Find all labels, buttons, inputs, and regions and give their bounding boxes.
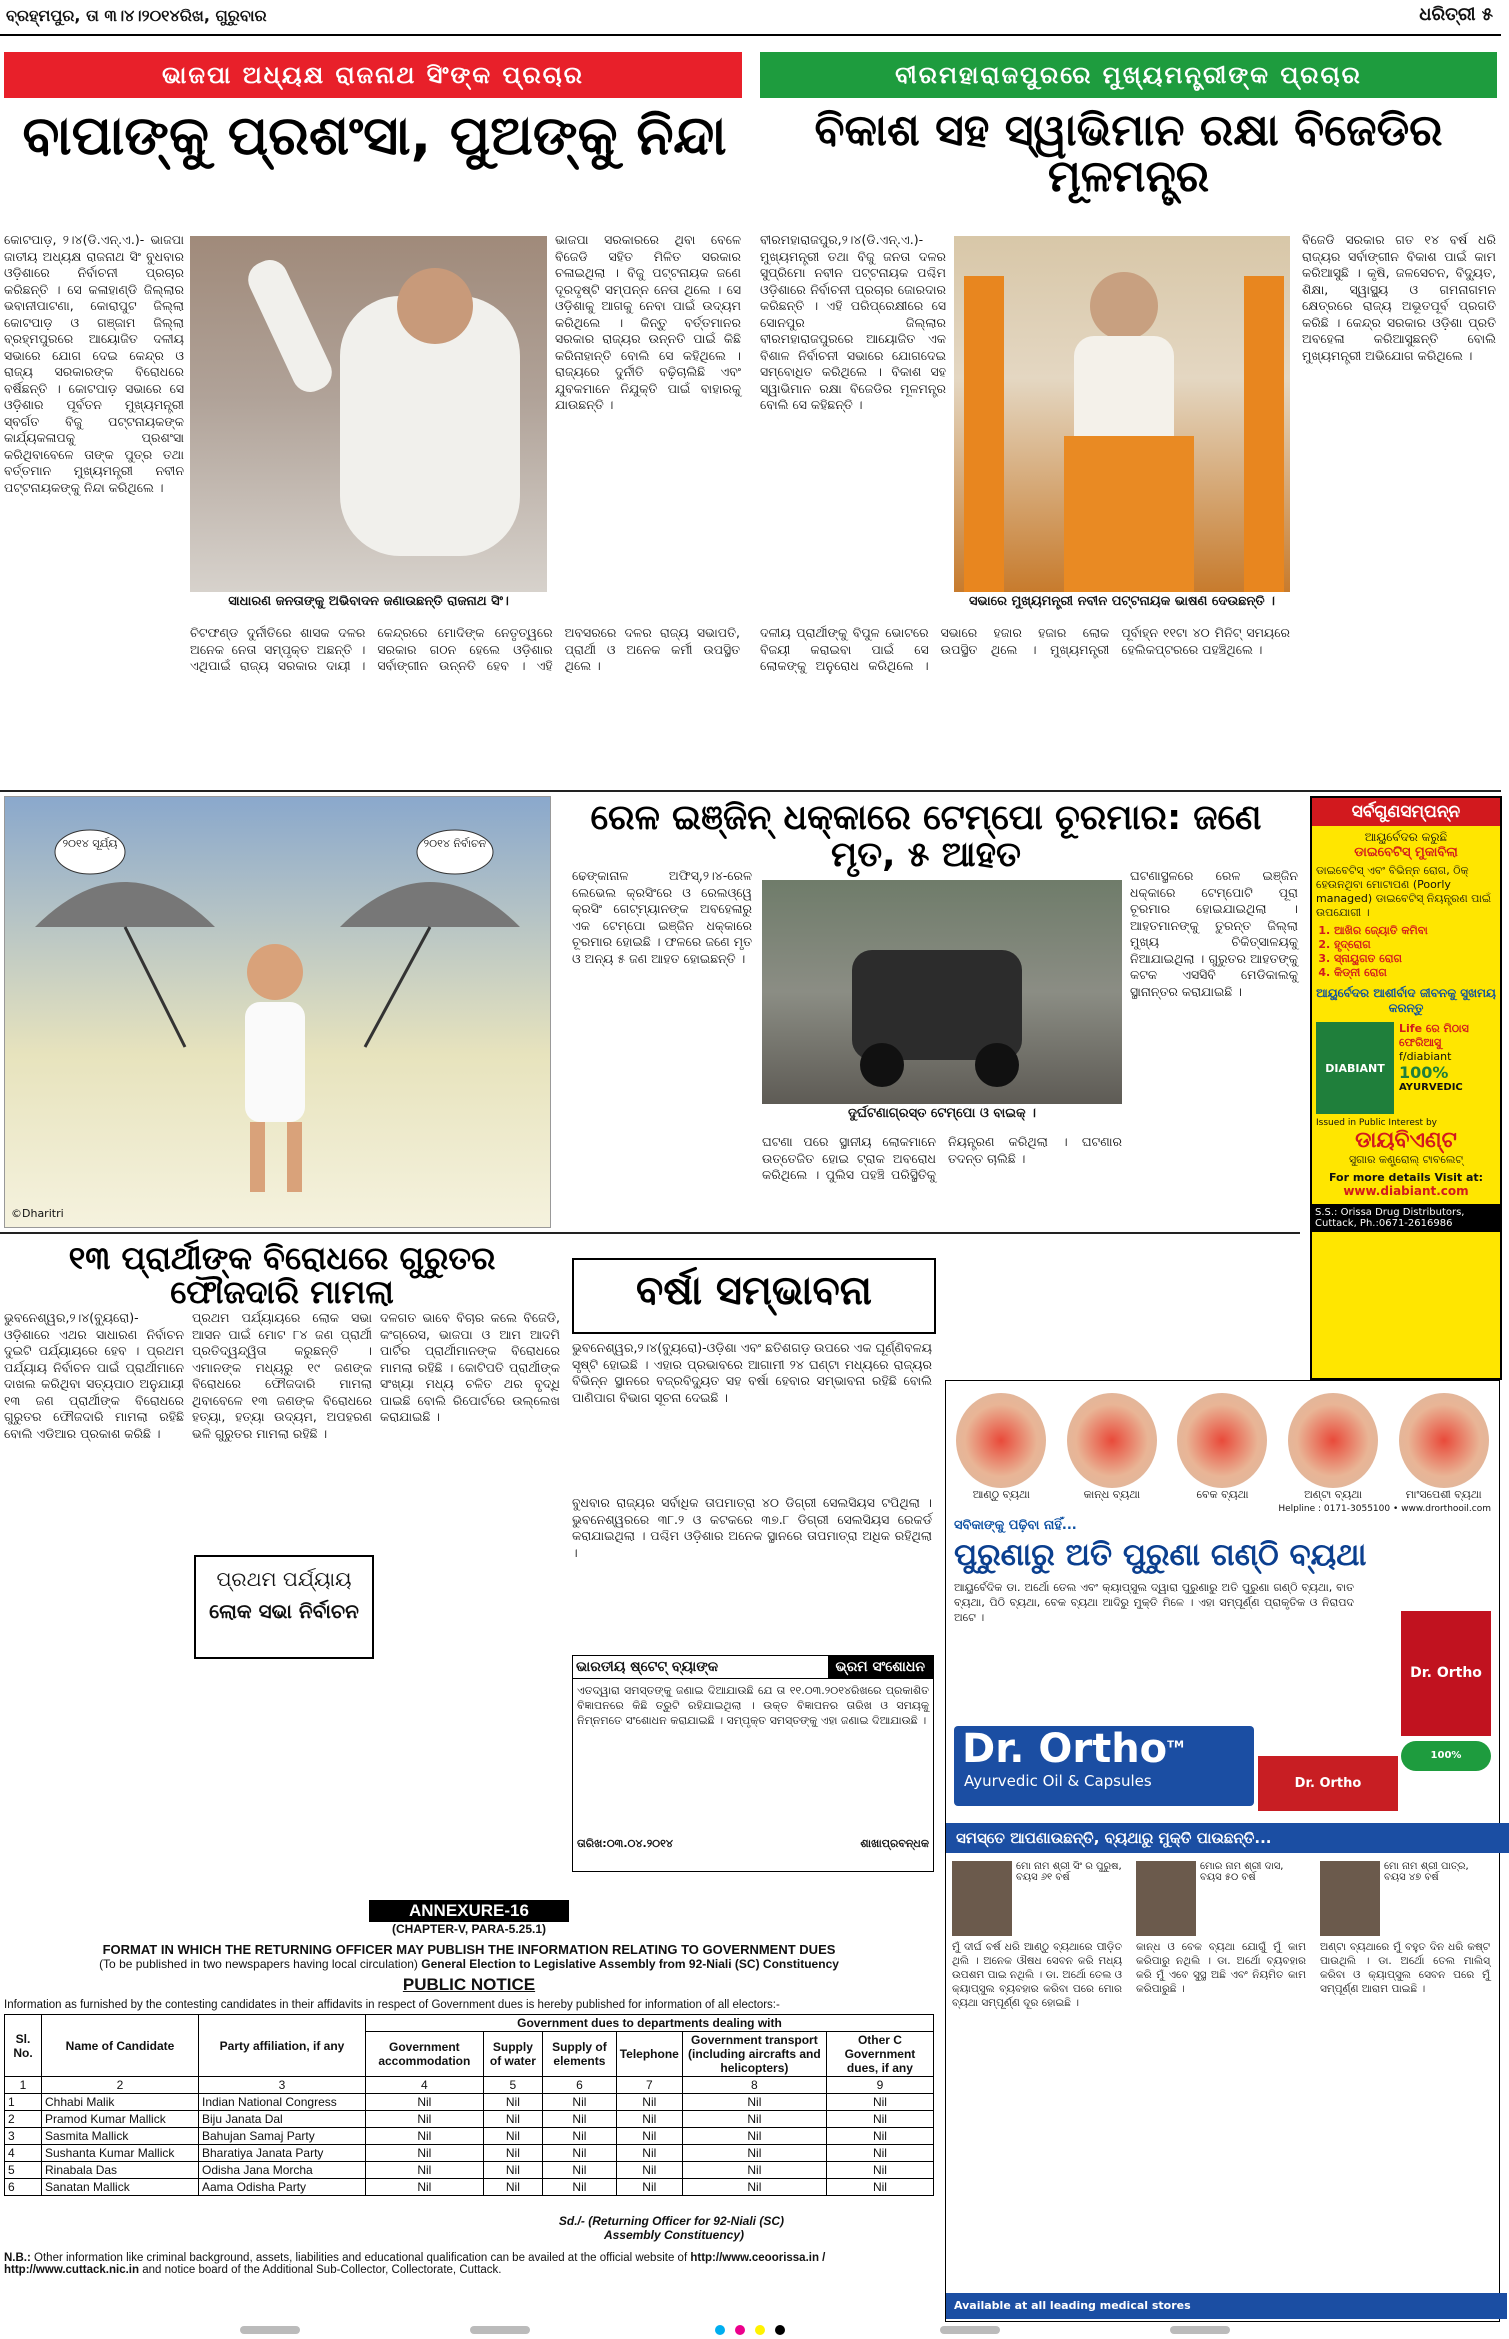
- colnum: 2: [42, 2077, 199, 2094]
- registration-dot: [775, 2325, 785, 2335]
- testimonial: [1320, 1861, 1490, 2261]
- diabiant-list-item: 3. ସ୍ନାୟୁଗତ ରୋଗ: [1334, 952, 1496, 966]
- rajnath-headline: ବାପାଙ୍କୁ ପ୍ରଶଂସା, ପୁଅଙ୍କୁ ନିନ୍ଦା: [22, 104, 727, 167]
- nb-tail: and notice board of the Additional Sub-Collector, Collectorate, Cuttack.: [139, 2264, 502, 2276]
- diabiant-line1: ଆୟୁର୍ବେଦର କରୁଛି: [1364, 830, 1448, 844]
- diabiant-pack: DIABIANT: [1316, 1022, 1394, 1114]
- cell-dues: Nil: [366, 2179, 484, 2196]
- bank-name: ଭାରତୀୟ ଷ୍ଟେଟ୍ ବ୍ୟାଙ୍କ: [576, 1659, 719, 1675]
- testimonial-name: ମୋ ନାମ ଶ୍ରୀ ପାତ୍ର, ବୟସ ୪୭ ବର୍ଷ: [1384, 1861, 1469, 1883]
- cell-dues: Nil: [682, 2111, 826, 2128]
- diabiant-list-item: 2. ହୃଦ୍‌ରୋଗ: [1334, 938, 1496, 952]
- rain-headline: ବର୍ଷା ସମ୍ଭାବନା: [636, 1268, 872, 1314]
- pain-label: ମାଂସପେଶୀ ବ୍ୟଥା: [1405, 1488, 1482, 1501]
- cartoon-panel: [4, 796, 551, 1228]
- testimonial-photo: [952, 1861, 1012, 1936]
- pain-item: [1067, 1393, 1157, 1502]
- diabiant-tagline: ଆୟୁର୍ବେଦର ଆଶୀର୍ବାଦ ଜୀବନକୁ ସୁଖମୟ କରନ୍ତୁ: [1316, 986, 1496, 1015]
- annexure-sign-2: Assembly Constituency): [603, 2228, 744, 2242]
- col-sl: Sl. No.: [5, 2015, 42, 2077]
- ortho-badge: 100% AYURVEDIC: [1401, 1741, 1491, 1771]
- cm-col4: ବିଜେଡି ସରକାର ଗତ ୧୪ ବର୍ଷ ଧରି ରାଜ୍ୟର ସର୍ବାଙ୍ଗୀନ ବିକାଶ ପାଇଁ କାମ କରିଆସୁଛି । କୃଷି, ଜଳସେଚନ, ବିଦ୍ୟୁତ, ଶିକ୍ଷା, ସ୍ୱାସ୍ଥ୍ୟ ଓ ଗମନାଗମନ କ୍ଷେତ୍ରରେ ରାଜ୍ୟ ଅଭୂତପୂର୍ବ ପ୍ରଗତି କରିଛି । କେନ୍ଦ୍ର ସରକାର ଓଡ଼ିଶା ପ୍ରତି ଅବହେଳା କରିଆସୁଛନ୍ତି ବୋଲି ମୁଖ୍ୟମନ୍ତ୍ରୀ ଅଭିଯୋଗ କରିଥିଲେ ।: [1302, 232, 1496, 363]
- colnum: 4: [366, 2077, 484, 2094]
- cell-party: Indian National Congress: [199, 2094, 366, 2111]
- ortho-brand-panel: [954, 1726, 1254, 1806]
- ortho-oil-bottle: Dr. Ortho: [1401, 1611, 1491, 1736]
- cell-sl: 2: [5, 2111, 42, 2128]
- registration-bar: [940, 2326, 1000, 2334]
- ortho-capsule-pack: [1258, 1756, 1398, 1811]
- annexure-sub-a: (To be published in two newspapers having local circulation): [99, 1957, 422, 1971]
- pain-item: [1177, 1393, 1267, 1502]
- colnum: 8: [682, 2077, 826, 2094]
- nb-label: N.B.:: [4, 2252, 31, 2264]
- diabiant-life: Life ରେ ମିଠାସ ଫେରିଆସୁ: [1399, 1022, 1469, 1049]
- cell-dues: Nil: [543, 2162, 617, 2179]
- cell-dues: Nil: [543, 2145, 617, 2162]
- cell-dues: Nil: [366, 2145, 484, 2162]
- annexure-title: ANNEXURE-16: [369, 1900, 569, 1922]
- pain-label: ଅଣ୍ଟା ବ୍ୟଥା: [1304, 1488, 1363, 1501]
- cell-dues: Nil: [366, 2162, 484, 2179]
- criminal-headline: ୧୩ ପ୍ରାର୍ଥୀଙ୍କ ବିରୋଧରେ ଗୁରୁତର ଫୌଜଦାରି ମାମଲା: [68, 1239, 496, 1311]
- cm-col1: ବୀରମହାରାଜପୁର,୨।୪(ଡି.ଏନ୍.ଏ.)- ମୁଖ୍ୟମନ୍ତ୍ରୀ ତଥା ବିଜୁ ଜନତା ଦଳର ସୁପ୍ରିମୋ ନବୀନ ପଟ୍ଟନାୟକ ପଶ୍ଚିମ ଓଡ଼ିଶାରେ ନିର୍ବାଚନୀ ପ୍ରଚାର ଜୋରଦାର କରିଛନ୍ତି । ଏହି ପରିପ୍ରେକ୍ଷୀରେ ସେ ସୋନପୁର ଜିଲ୍ଲାର ବୀରମହାରାଜପୁରରେ ଆୟୋଜିତ ଏକ ବିଶାଳ ନିର୍ବାଚନୀ ସଭାରେ ଯୋଗଦେଇ ସମ୍ବୋଧିତ କରିଥିଲେ । ବିକାଶ ସହ ସ୍ୱାଭିମାନ ରକ୍ଷା ବିଜେଡିର ମୂଳମନ୍ତ୍ର ବୋଲି ସେ କହିଛନ୍ତି ।: [760, 232, 946, 412]
- cell-name: Sushanta Kumar Mallick: [42, 2145, 199, 2162]
- testimonial: [1136, 1861, 1306, 2261]
- colnum: 1: [5, 2077, 42, 2094]
- annexure-sign-1: Sd./- (Returning Officer for 92-Niali (SC): [558, 2214, 784, 2228]
- diabiant-url[interactable]: www.diabiant.com: [1343, 1184, 1469, 1198]
- cell-dues: Nil: [616, 2128, 682, 2145]
- bank-sign: ଶାଖାପ୍ରବନ୍ଧକ: [860, 1837, 929, 1850]
- cell-dues: Nil: [826, 2179, 933, 2196]
- cm-banner: ବୀରମହାରାଜପୁରରେ ମୁଖ୍ୟମନ୍ତ୍ରୀଙ୍କ ପ୍ରଚାର: [760, 52, 1497, 98]
- cell-dues: Nil: [616, 2145, 682, 2162]
- diabiant-brand: ଡାୟବିଏଣ୍ଟ: [1355, 1128, 1457, 1153]
- cell-dues: Nil: [543, 2094, 617, 2111]
- train-col4: ଘଟଣାସ୍ଥଳରେ ରେଳ ଇଞ୍ଜିନ ଧକ୍କାରେ ଟେମ୍ପୋଟି ପୂରା ଚୂରମାର ହୋଇଯାଇଥିଲା । ଆହତମାନଙ୍କୁ ତୁରନ୍ତ ଜିଲ୍ଲା ମୁଖ୍ୟ ଚିକିତ୍ସାଳୟକୁ ନିଆଯାଇଥିଲା । ଗୁରୁତର ଆହତଙ୍କୁ କଟକ ଏସସିବି ମେଡିକାଲକୁ ସ୍ଥାନାନ୍ତର କରାଯାଇଛି ।: [1130, 868, 1298, 999]
- row-divider: [0, 1232, 1300, 1234]
- phase-box: [194, 1555, 374, 1659]
- registration-bar: [240, 2326, 300, 2334]
- cell-dues: Nil: [826, 2145, 933, 2162]
- cell-sl: 6: [5, 2179, 42, 2196]
- diabiant-list-item: 4. କିଡ୍‌ନୀ ରୋଗ: [1334, 966, 1496, 980]
- col-elements: Supply of elements: [543, 2032, 617, 2077]
- cell-dues: Nil: [682, 2094, 826, 2111]
- rajnath-figure-icon: [190, 236, 547, 592]
- cell-dues: Nil: [483, 2162, 542, 2179]
- cell-dues: Nil: [826, 2162, 933, 2179]
- diabiant-ayur: AYURVEDIC: [1399, 1082, 1463, 1093]
- cm-headline: ବିକାଶ ସହ ସ୍ୱାଭିମାନ ରକ୍ଷା ବିଜେଡିର ମୂଳମନ୍ତ୍ର: [814, 105, 1443, 203]
- cell-dues: Nil: [543, 2111, 617, 2128]
- cell-dues: Nil: [682, 2128, 826, 2145]
- cell-dues: Nil: [483, 2179, 542, 2196]
- pain-item: [956, 1393, 1046, 1502]
- cell-sl: 4: [5, 2145, 42, 2162]
- bank-box-title: ଭ୍ରମ ସଂଶୋଧନ: [828, 1656, 933, 1678]
- cell-name: Sanatan Mallick: [42, 2179, 199, 2196]
- bank-notice: [572, 1655, 934, 1872]
- table-row: [5, 2145, 934, 2162]
- phase-box-line1: ପ୍ରଥମ ପର୍ଯ୍ୟାୟ: [216, 1567, 352, 1591]
- umbrella-right-label: ୨୦୧୪ ନିର୍ବାଚନ: [423, 837, 487, 850]
- cell-dues: Nil: [616, 2094, 682, 2111]
- col-water: Supply of water: [483, 2032, 542, 2077]
- cell-name: Pramod Kumar Mallick: [42, 2111, 199, 2128]
- dr-ortho-ad[interactable]: [945, 1380, 1500, 2322]
- rajnath-col1: କୋଟପାଡ଼, ୨।୪(ଡି.ଏନ୍.ଏ.)- ଭାଜପା ଜାତୀୟ ଅଧ୍ୟକ୍ଷ ରାଜନାଥ ସିଂ ବୁଧବାର ଓଡ଼ିଶାରେ ନିର୍ବାଚନୀ ପ୍ରଚାର କରିଛନ୍ତି । ସେ କଳାହାଣ୍ଡି ଜିଲ୍ଲାର ଭବାନୀପାଟଣା, କୋରାପୁଟ ଜିଲ୍ଲା କୋଟପାଡ଼ ଓ ଗଞ୍ଜାମ ଜିଲ୍ଲା ବ୍ରହ୍ମପୁରରେ ଆୟୋଜିତ ଦଳୀୟ ସଭାରେ ଯୋଗ ଦେଇ କେନ୍ଦ୍ର ଓ ରାଜ୍ୟ ସରକାରଙ୍କ ବିରୋଧରେ ବର୍ଷିଛନ୍ତି । କୋଟପାଡ଼ ସଭାରେ ସେ ଓଡ଼ିଶାର ପୂର୍ବତନ ମୁଖ୍ୟମନ୍ତ୍ରୀ ସ୍ବର୍ଗତ ବିଜୁ ପଟ୍ଟନାୟକଙ୍କ କାର୍ଯ୍ୟକଳାପକୁ ପ୍ରଶଂସା କରିଥିବାବେଳେ ତାଙ୍କ ପୁତ୍ର ତଥା ବର୍ତ୍ତମାନ ମୁଖ୍ୟମନ୍ତ୍ରୀ ନବୀନ ପଟ୍ଟନାୟକଙ୍କୁ ନିନ୍ଦା କରିଥିଲେ ।: [4, 232, 184, 495]
- cm-bottom-cols: ଦଳୀୟ ପ୍ରାର୍ଥୀଙ୍କୁ ବିପୁଳ ଭୋଟରେ ବିଜୟୀ କରାଇବା ପାଇଁ ସେ ଲୋକଙ୍କୁ ଅନୁରୋଧ କରିଥିଲେ । ସଭାରେ ହଜାର ହଜାର ଲୋକ ଉପସ୍ଥିତ ଥିଲେ । ମୁଖ୍ୟମନ୍ତ୍ରୀ ପୂର୍ବାହ୍ନ ୧୧ଟା ୪୦ ମିନିଟ୍ ସମୟରେ ହେଲିକପ୍ଟରରେ ପହଞ୍ଚିଥିଲେ ।: [760, 625, 1290, 673]
- ortho-body: ଆୟୁର୍ବେଦିକ ଡା. ଅର୍ଥୋ ତେଲ ଏବଂ କ୍ୟାପ୍‌ସୁଲ ଦ୍ୱାରା ପୁରୁଣାରୁ ଅତି ପୁରୁଣା ଗଣ୍ଠି ବ୍ୟଥା, ବାତ ବ୍ୟଥା, ପିଠି ବ୍ୟଥା, ବେକ ବ୍ୟଥା ଆଦିରୁ ମୁକ୍ତି ମିଳେ । ଏହା ସମ୍ପୂର୍ଣ୍ଣ ପ୍ରାକୃତିକ ଓ ନିରାପଦ ଅଟେ ।: [954, 1581, 1354, 1624]
- cell-sl: 1: [5, 2094, 42, 2111]
- cell-party: Bharatiya Janata Party: [199, 2145, 366, 2162]
- ortho-tm: TM: [1167, 1739, 1184, 1751]
- colnum: 5: [483, 2077, 542, 2094]
- wrecked-tempo-icon: [762, 880, 1122, 1104]
- public-notice-title: PUBLIC NOTICE: [402, 1975, 536, 1994]
- testimonial-photo: [1136, 1861, 1196, 1936]
- annexure-notice: [4, 1900, 934, 2310]
- cell-party: Bahujan Samaj Party: [199, 2128, 366, 2145]
- table-row: [5, 2128, 934, 2145]
- cell-dues: Nil: [616, 2179, 682, 2196]
- cell-dues: Nil: [616, 2111, 682, 2128]
- date-line: ବ୍ରହ୍ମପୁର, ତା ୩।୪।୨୦୧୪ରିଖ, ଗୁରୁବାର: [6, 6, 267, 25]
- colnum: 9: [826, 2077, 933, 2094]
- bank-date: ତାରିଖ:୦୩.୦୪.୨୦୧୪: [577, 1837, 673, 1850]
- cell-dues: Nil: [543, 2128, 617, 2145]
- annexure-info: Information as furnished by the contesting candidates in their affidavits in respect of Government dues is hereby published for information of all electors:-: [4, 1999, 780, 2011]
- cell-dues: Nil: [682, 2162, 826, 2179]
- facebook-handle[interactable]: f/diabiant: [1399, 1050, 1452, 1063]
- table-row: [5, 2094, 934, 2111]
- cell-dues: Nil: [682, 2145, 826, 2162]
- ortho-helpline[interactable]: Helpline : 0171-3055100 • www.drorthooil.com: [1278, 1504, 1491, 1514]
- testimonial-text: ଅଣ୍ଟା ବ୍ୟଥାରେ ମୁଁ ବହୁତ ଦିନ ଧରି କଷ୍ଟ ପାଉଥିଲି । ଡା. ଅର୍ଥୋ ତେଲ ମାଲିସ୍ କରିବା ଓ କ୍ୟାପ୍‌ସୁଲ ସେବନ ପରେ ମୁଁ ସମ୍ପୂର୍ଣ୍ଣ ଆରାମ ପାଇଛି ।: [1320, 1941, 1490, 1995]
- registration-dot: [715, 2325, 725, 2335]
- registration-dot: [735, 2325, 745, 2335]
- column-number-row: [5, 2077, 934, 2094]
- umbrella-cartoon-icon: [5, 797, 550, 1227]
- page-number: ଧରିତ୍ରୀ ୫: [1419, 4, 1493, 25]
- registration-bar: [1170, 2326, 1230, 2334]
- table-row: [5, 2162, 934, 2179]
- rajnath-banner: ଭାଜପା ଅଧ୍ୟକ୍ଷ ରାଜନାଥ ସିଂଙ୍କ ପ୍ରଚାର: [4, 52, 742, 98]
- annexure-sub-b: General Election to Legislative Assembly from 92-Niali (SC) Constituency: [421, 1957, 839, 1971]
- bank-body: ଏତଦ୍ୱାରା ସମସ୍ତଙ୍କୁ ଜଣାଇ ଦିଆଯାଉଛି ଯେ ତା ୧୧.୦୩.୨୦୧୪ରିଖରେ ପ୍ରକାଶିତ ବିଜ୍ଞାପନରେ କିଛି ତ୍ରୁଟି ରହିଯାଇଥିଲା । ଉକ୍ତ ବିଜ୍ଞାପନର ତାରିଖ ଓ ସମୟକୁ ନିମ୍ନମତେ ସଂଶୋଧନ କରାଯାଇଛି । ସମ୍ପୃକ୍ତ ସମସ୍ତଙ୍କୁ ଏହା ଜଣାଇ ଦିଆଯାଉଛି ।: [577, 1684, 929, 1727]
- testimonial-photo: [1320, 1861, 1380, 1936]
- train-col1: ଢେଙ୍କାନାଳ ଅଫିସ୍,୨।୪-ରେଳ ଲେଭେଲ କ୍ରସିଂରେ ଓ ରେଲଓ୍ୱେ କ୍ରସିଂ ଗେଟ୍‌ମ୍ୟାନଙ୍କ ଅବହେଳାରୁ ଏକ ଟେମ୍ପୋ ଇଞ୍ଜିନ ଧକ୍କାରେ ଚୂରମାର ହୋଇଛି । ଫଳରେ ଜଣେ ମୃତ ଓ ଅନ୍ୟ ୫ ଜଣ ଆହତ ହୋଇଛନ୍ତି ।: [572, 868, 752, 966]
- table-row: [5, 2111, 934, 2128]
- ortho-tagline: ସମସ୍ତେ ଆପଣାଉଛନ୍ତି, ବ୍ୟଥାରୁ ମୁକ୍ତି ପାଉଛନ୍ତି...: [946, 1823, 1509, 1853]
- rajnath-photo: [190, 236, 547, 592]
- podium-icon: [954, 236, 1290, 592]
- cell-dues: Nil: [483, 2111, 542, 2128]
- annexure-format: FORMAT IN WHICH THE RETURNING OFFICER MAY PUBLISH THE INFORMATION RELATING TO GOVERNMENT DUES: [102, 1942, 836, 1957]
- diabiant-body: ଡାଇବେଟିସ୍ ଏବଂ ବିଭିନ୍ନ ରୋଗ, ଠିକ୍ ହେଉନଥିବା ମୋଟାପଣ (Poorly managed) ଡାଇବେଟିସ୍ ନିୟନ୍ତ୍ରଣ ପାଇଁ ଉପଯୋଗୀ ।: [1316, 864, 1492, 919]
- ortho-sub: Ayurvedic Oil & Capsules: [964, 1772, 1152, 1790]
- col-transport: Government transport (including aircrafts and helicopters): [682, 2032, 826, 2077]
- rajnath-bottom-cols: ଚିଟଫଣ୍ଡ ଦୁର୍ନୀତିରେ ଶାସକ ଦଳର ଅନେକ ନେତା ସମ୍ପୃକ୍ତ ଅଛନ୍ତି । ଏଥିପାଇଁ ରାଜ୍ୟ ସରକାର ଦାୟୀ । କେନ୍ଦ୍ରରେ ମୋଦିଙ୍କ ନେତୃତ୍ୱରେ ସରକାର ଗଠନ ହେଲେ ଓଡ଼ିଶାର ସର୍ବାଙ୍ଗୀନ ଉନ୍ନତି ହେବ । ଏହି ଅବସରରେ ଦଳର ରାଜ୍ୟ ସଭାପତି, ପ୍ରାର୍ଥୀ ଓ ଅନେକ କର୍ମୀ ଉପସ୍ଥିତ ଥିଲେ ।: [190, 625, 740, 673]
- pain-label: ଆଣ୍ଠୁ ବ୍ୟଥା: [972, 1488, 1030, 1501]
- ortho-stores: Available at all leading medical stores: [946, 2293, 1507, 2319]
- diabiant-dist-address: Cuttack, Ph.:0671-2616986: [1315, 1218, 1453, 1229]
- rain-col1: ଭୁବନେଶ୍ୱର,୨।୪(ବ୍ୟୁରୋ)-ଓଡ଼ିଶା ଏବଂ ଛତିଶଗଡ଼ ଉପରେ ଏକ ଘୂର୍ଣ୍ଣିବଳୟ ସୃଷ୍ଟି ହୋଇଛି । ଏହାର ପ୍ରଭାବରେ ଆଗାମୀ ୨୪ ଘଣ୍ଟା ମଧ୍ୟରେ ରାଜ୍ୟର ବିଭିନ୍ନ ସ୍ଥାନରେ ବଜ୍ରବିଦ୍ୟୁତ ସହ ବର୍ଷା ହେବାର ସମ୍ଭାବନା ରହିଛି ବୋଲି ପାଣିପାଗ ବିଭାଗ ସୂଚନା ଦେଇଛି ।: [572, 1340, 932, 1405]
- phase-box-line2: ଲୋକ ସଭା ନିର୍ବାଚନ: [209, 1599, 359, 1623]
- nb-links[interactable]: http://www.ceoorissa.in / http://www.cuttack.nic.in: [4, 2252, 826, 2276]
- cell-dues: Nil: [366, 2128, 484, 2145]
- cell-name: Sasmita Mallick: [42, 2128, 199, 2145]
- diabiant-line2: ଡାଇବେଟିସ୍ ମୁକାବିଲା: [1354, 845, 1458, 860]
- diabiant-percent: 100%: [1399, 1063, 1449, 1082]
- train-headline: ରେଳ ଇଞ୍ଜିନ୍ ଧକ୍କାରେ ଟେମ୍ପୋ ଚୂରମାର: ଜଣେ ମୃତ, ୫ ଆହତ: [590, 798, 1262, 875]
- col-other: Other C Government dues, if any: [826, 2032, 933, 2077]
- cartoon-credit: ©Dharitri: [11, 1207, 64, 1220]
- col-dues-group: Government dues to departments dealing with: [366, 2015, 934, 2032]
- table-row: [5, 2179, 934, 2196]
- dues-table: [4, 2014, 934, 2196]
- cell-dues: Nil: [483, 2094, 542, 2111]
- cell-dues: Nil: [826, 2111, 933, 2128]
- colnum: 3: [199, 2077, 366, 2094]
- ortho-brand: Dr. Ortho: [962, 1726, 1168, 1772]
- criminal-col2: ପ୍ରଥମ ପର୍ଯ୍ୟାୟରେ ଲୋକ ସଭା ଆସନ ପାଇଁ ମୋଟ ୮୪ ଜଣ ପ୍ରାର୍ଥୀ ପ୍ରତିଦ୍ୱନ୍ଦ୍ୱିତା କରୁଛନ୍ତି । ଏମାନଙ୍କ ମଧ୍ୟରୁ ୧୯ ଜଣଙ୍କ ବିରୋଧରେ ଫୌଜଦାରି ମାମଲା ଥିବାବେଳେ ୧୩ ଜଣଙ୍କ ବିରୋଧରେ ହତ୍ୟା, ହତ୍ୟା ଉଦ୍ୟମ, ଅପହରଣ ଭଳି ଗୁରୁତର ମାମଲା ରହିଛି ।: [192, 1310, 372, 1441]
- pain-label: କାନ୍ଧ ବ୍ୟଥା: [1083, 1488, 1141, 1501]
- cell-dues: Nil: [483, 2145, 542, 2162]
- rajnath-photo-caption: ସାଧାରଣ ଜନତାଙ୍କୁ ଅଭିବାଦନ ଜଣାଉଛନ୍ତି ରାଜନାଥ ସିଂ।: [228, 594, 509, 609]
- cell-dues: Nil: [366, 2094, 484, 2111]
- diabiant-list-item: 1. ଆଖିର ଜ୍ୟୋତି କମିବା: [1334, 924, 1496, 938]
- pain-item: [1288, 1393, 1378, 1502]
- rain-headline-box: [572, 1258, 936, 1334]
- train-bottom-cols: ଘଟଣା ପରେ ସ୍ଥାନୀୟ ଲୋକମାନେ ଉତ୍ତେଜିତ ହୋଇ ଟ୍ରାକ ଅବରୋଧ କରିଥିଲେ । ପୁଲିସ ପହଞ୍ଚି ପରିସ୍ଥିତିକୁ ନିୟନ୍ତ୍ରଣ କରିଥିଲା । ଘଟଣାର ତଦନ୍ତ ଚାଲିଛି ।: [762, 1134, 1122, 1182]
- diabiant-issued: Issued in Public Interest by: [1316, 1118, 1437, 1128]
- rain-col2: ବୁଧବାର ରାଜ୍ୟର ସର୍ବାଧିକ ତାପମାତ୍ରା ୪୦ ଡିଗ୍ରୀ ସେଲସିୟସ ଟପିଥିଲା । ଭୁବନେଶ୍ୱରରେ ୩୮.୨ ଓ କଟକରେ ୩୭.୮ ଡିଗ୍ରୀ ସେଲସିୟସ ରେକର୍ଡ କରାଯାଇଥିଲା । ପଶ୍ଚିମ ଓଡ଼ିଶାର ଅନେକ ସ୍ଥାନରେ ତାପମାତ୍ରା ଅଧିକ ରହିଥିଲା ।: [572, 1495, 932, 1560]
- cell-name: Rinabala Das: [42, 2162, 199, 2179]
- row-divider: [0, 790, 1501, 792]
- rajnath-col3: ଭାଜପା ସରକାରରେ ଥିବା ବେଳେ ବିଜେଡି ସହିତ ମିଳିତ ସରକାର ଚଳାଇଥିଲା । ବିଜୁ ପଟ୍ଟନାୟକ ଜଣେ ଦୂରଦୃଷ୍ଟି ସମ୍ପନ୍ନ ନେତା ଥିଲେ । ସେ ଓଡ଼ିଶାକୁ ଆଗକୁ ନେବା ପାଇଁ ଉଦ୍ୟମ କରିଥିଲେ । କିନ୍ତୁ ବର୍ତ୍ତମାନର ସରକାର ରାଜ୍ୟର ଉନ୍ନତି ପାଇଁ କିଛି କରିନାହାନ୍ତି ବୋଲି ସେ କହିଥିଲେ । ରାଜ୍ୟରେ ଦୁର୍ନୀତି ବଢ଼ିଚାଲିଛି ଏବଂ ଯୁବକମାନେ ନିଯୁକ୍ତି ପାଇଁ ବାହାରକୁ ଯାଉଛନ୍ତି ।: [555, 232, 741, 412]
- masthead: [0, 0, 1501, 36]
- nb-text: Other information like criminal background, assets, liabilities and educational qualification can be availed at the official website of: [30, 2252, 691, 2264]
- umbrella-left-label: ୨୦୧୪ ସୂର୍ଯ୍ୟ: [62, 837, 118, 850]
- testimonial-text: କାନ୍ଧ ଓ ବେକ ବ୍ୟଥା ଯୋଗୁଁ ମୁଁ କାମ କରିପାରୁ ନଥିଲି । ଡା. ଅର୍ଥୋ ବ୍ୟବହାର କରି ମୁଁ ଏବେ ସୁସ୍ଥ ଅଛି ଏବଂ ନିୟମିତ କାମ କରିପାରୁଛି ।: [1136, 1941, 1306, 1995]
- cell-dues: Nil: [826, 2094, 933, 2111]
- ortho-intro: ସବିକାଙ୍କୁ ପଢ଼ିବା ନାହିଁ...: [954, 1518, 1077, 1533]
- cell-dues: Nil: [682, 2179, 826, 2196]
- cm-photo-caption: ସଭାରେ ମୁଖ୍ୟମନ୍ତ୍ରୀ ନବୀନ ପଟ୍ଟନାୟକ ଭାଷଣ ଦେଉଛନ୍ତି ।: [968, 594, 1276, 609]
- diabiant-list: [1330, 924, 1500, 980]
- testimonial-name: ମୋର ନାମ ଶ୍ରୀ ଦାସ, ବୟସ ୫୦ ବର୍ଷ: [1200, 1861, 1284, 1883]
- print-registration-strip: [0, 2322, 1501, 2339]
- cm-photo: [954, 236, 1290, 592]
- diabiant-dist-name: S.S.: Orissa Drug Distributors,: [1315, 1207, 1465, 1218]
- cell-dues: Nil: [543, 2179, 617, 2196]
- cell-party: Odisha Jana Morcha: [199, 2162, 366, 2179]
- testimonial: [952, 1861, 1122, 2261]
- testimonial-text: ମୁଁ ଦୀର୍ଘ ବର୍ଷ ଧରି ଆଣ୍ଠୁ ବ୍ୟଥାରେ ପୀଡ଼ିତ ଥିଲି । ଅନେକ ଔଷଧ ସେବନ କରି ମଧ୍ୟ ଉପଶମ ପାଇ ନଥିଲି । ଡା. ଅର୍ଥୋ ତେଲ ଓ କ୍ୟାପ୍‌ସୁଲ ବ୍ୟବହାର କରିବା ପରେ ମୋର ବ୍ୟଥା ସମ୍ପୂର୍ଣ୍ଣ ଦୂର ହୋଇଛି ।: [952, 1941, 1122, 2009]
- col-party: Party affiliation, if any: [199, 2015, 366, 2077]
- cell-sl: 5: [5, 2162, 42, 2179]
- cell-dues: Nil: [826, 2128, 933, 2145]
- criminal-col1: ଭୁବନେଶ୍ୱର,୨।୪(ବ୍ୟୁରୋ)- ଓଡ଼ିଶାରେ ଏଥର ସାଧାରଣ ନିର୍ବାଚନ ଦୁଇଟି ପର୍ଯ୍ୟାୟରେ ହେବ । ପ୍ରଥମ ପର୍ଯ୍ୟାୟ ନିର୍ବାଚନ ପାଇଁ ପ୍ରାର୍ଥୀମାନେ ଦାଖଲ କରିଥିବା ସତ୍ୟପାଠ ଅନୁଯାୟୀ ୧୩ ଜଣ ପ୍ରାର୍ଥୀଙ୍କ ବିରୋଧରେ ଗୁରୁତର ଫୌଜଦାରି ମାମଲା ରହିଛି ବୋଲି ଏଡିଆର ପ୍ରକାଶ କରିଛି ।: [4, 1310, 184, 1441]
- cell-sl: 3: [5, 2128, 42, 2145]
- cell-name: Chhabi Malik: [42, 2094, 199, 2111]
- colnum: 7: [616, 2077, 682, 2094]
- annexure-chapter: (CHAPTER-V, PARA-5.25.1): [391, 1922, 547, 1936]
- cell-dues: Nil: [366, 2111, 484, 2128]
- diabiant-ad[interactable]: [1310, 796, 1502, 1380]
- pain-item: [1399, 1393, 1489, 1502]
- diabiant-visit: For more details Visit at:: [1328, 1171, 1484, 1184]
- registration-bar: [470, 2326, 530, 2334]
- cell-party: Aama Odisha Party: [199, 2179, 366, 2196]
- train-photo: [762, 880, 1122, 1104]
- criminal-col3: ଦଳଗତ ଭାବେ ବିଚାର କଲେ ବିଜେଡି, କଂଗ୍ରେସ, ଭାଜପା ଓ ଆମ ଆଦମି ପାର୍ଟିର ପ୍ରାର୍ଥୀମାନଙ୍କ ବିରୋଧରେ ମାମଲା ରହିଛି । କୋଟିପତି ପ୍ରାର୍ଥୀଙ୍କ ସଂଖ୍ୟା ମଧ୍ୟ ଚଳିତ ଥର ବୃଦ୍ଧି ପାଇଛି ବୋଲି ରିପୋର୍ଟରେ ଉଲ୍ଲେଖ କରାଯାଇଛି ।: [380, 1310, 560, 1424]
- testimonial-name: ମୋ ନାମ ଶ୍ରୀ ସିଂ ର ପୁରୁଷ, ବୟସ ୬୧ ବର୍ଷ: [1016, 1861, 1122, 1883]
- col-accommodation: Government accommodation: [366, 2032, 484, 2077]
- train-photo-caption: ଦୁର୍ଘଟଣାଗ୍ରସ୍ତ ଟେମ୍ପୋ ଓ ବାଇକ୍ ।: [847, 1106, 1036, 1121]
- pain-label: ବେକ ବ୍ୟଥା: [1196, 1488, 1249, 1501]
- colnum: 6: [543, 2077, 617, 2094]
- col-telephone: Telephone: [616, 2032, 682, 2077]
- cell-dues: Nil: [483, 2128, 542, 2145]
- registration-dot: [755, 2325, 765, 2335]
- diabiant-distributor: [1312, 1204, 1500, 1232]
- cell-dues: Nil: [616, 2162, 682, 2179]
- ortho-headline: ପୁରୁଣାରୁ ଅତି ପୁରୁଣା ଗଣ୍ଠି ବ୍ୟଥା: [954, 1537, 1367, 1573]
- ortho-capsule-pack-label: Dr. Ortho: [1294, 1776, 1362, 1791]
- cell-party: Biju Janata Dal: [199, 2111, 366, 2128]
- diabiant-title: ସର୍ବଗୁଣସମ୍ପନ୍ନ: [1312, 798, 1500, 826]
- diabiant-brand-sub: ସୁଗାର କଣ୍ଟ୍ରୋଲ୍ ଟାବଲେଟ୍: [1348, 1153, 1464, 1166]
- col-name: Name of Candidate: [42, 2015, 199, 2077]
